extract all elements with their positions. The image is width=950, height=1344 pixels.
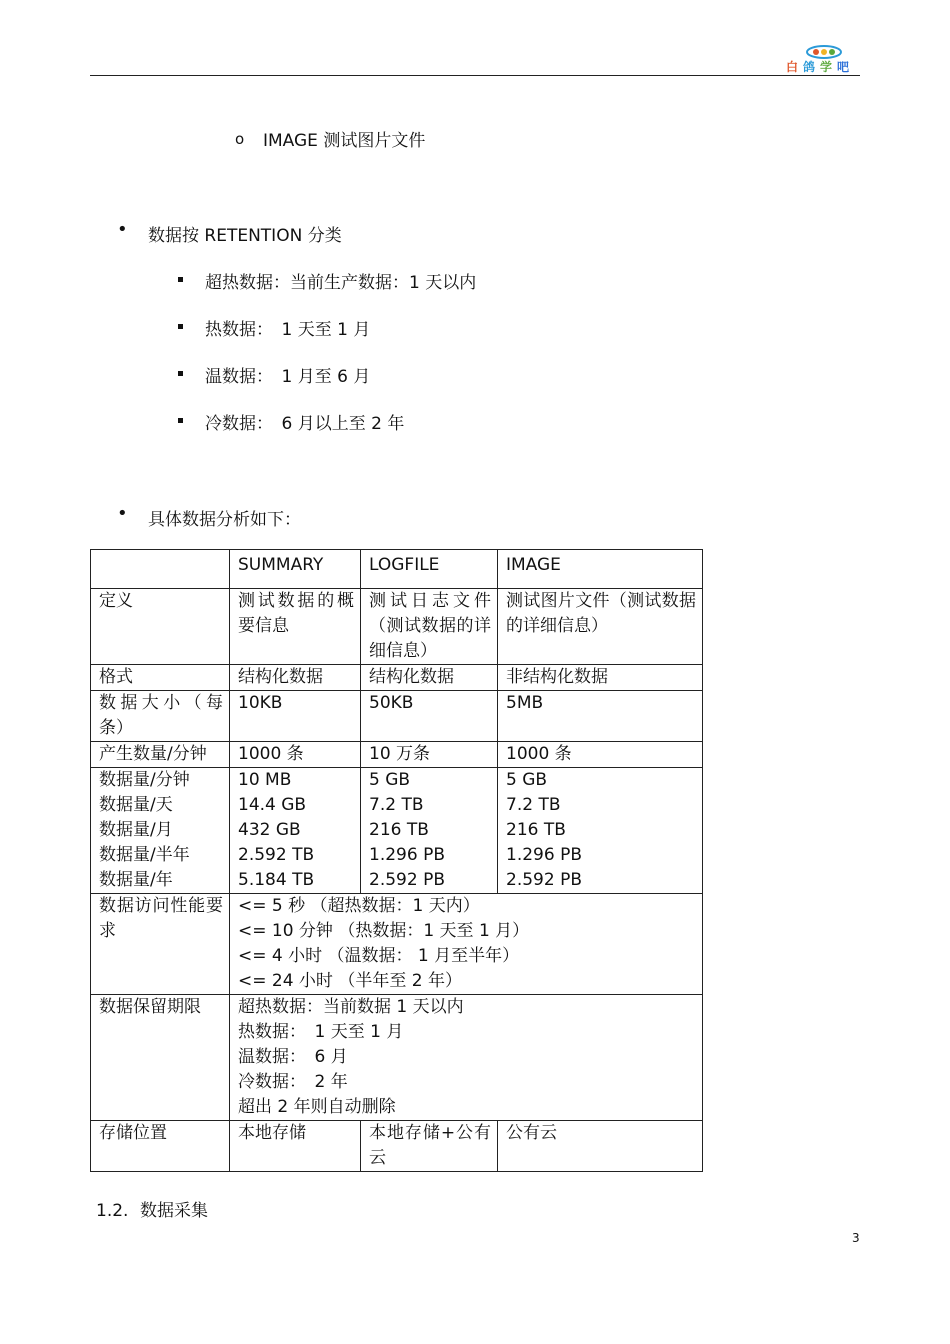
square-bullet-icon [178, 371, 183, 376]
table-row [91, 995, 703, 1121]
logo-char: 吧 [837, 60, 855, 74]
table-row [91, 589, 703, 665]
section-heading [96, 1196, 208, 1221]
section-title: 数据采集 [140, 1201, 208, 1221]
cell-group [361, 768, 498, 894]
data-table [90, 549, 703, 1172]
header-cell-logfile: LOGFILE [361, 550, 498, 589]
row-label: 数据量/天 [99, 795, 173, 815]
cell: 温数据： 6 月 [238, 1047, 348, 1067]
sub-bullet-marker: o [235, 130, 245, 148]
logo [786, 44, 862, 76]
header-cell [91, 550, 230, 589]
cell: <= 24 小时 （半年至 2 年） [238, 971, 462, 991]
sub-bullet-text: IMAGE 测试图片文件 [263, 131, 426, 151]
row-label-group [91, 768, 230, 894]
square-bullet-icon [178, 418, 183, 423]
retention-heading: 数据按 RETENTION 分类 [148, 226, 342, 246]
row-label: 存储位置 [91, 1121, 230, 1172]
table-row [91, 665, 703, 691]
row-label: 数据量/月 [99, 820, 173, 840]
cell: 2.592 PB [369, 870, 445, 890]
cell: 测试数据的概要信息 [230, 589, 361, 665]
retention-item: 热数据： 1 天至 1 月 [205, 320, 371, 340]
cell: 2.592 PB [506, 870, 582, 890]
cell: <= 10 分钟 （热数据：1 天至 1 月） [238, 921, 530, 941]
cell: 超热数据：当前数据 1 天以内 [238, 997, 464, 1017]
cell: 1000 条 [498, 742, 703, 768]
cell: 7.2 TB [506, 795, 561, 815]
square-bullet-icon [178, 277, 183, 282]
bullet-dot-icon: • [117, 503, 128, 524]
row-label: 产生数量/分钟 [91, 742, 230, 768]
cell-group [230, 768, 361, 894]
cell: 公有云 [498, 1121, 703, 1172]
row-label: 定义 [91, 589, 230, 665]
cell: 结构化数据 [361, 665, 498, 691]
cell: 432 GB [238, 820, 301, 840]
analysis-heading: 具体数据分析如下： [148, 510, 301, 530]
cell: 测试日志文件（测试数据的详细信息） [361, 589, 498, 665]
row-label: 数据访问性能要求 [91, 894, 230, 995]
cell: 5 GB [369, 770, 411, 790]
cell: 1000 条 [230, 742, 361, 768]
cell: 5MB [498, 691, 703, 742]
header-cell-summary: SUMMARY [230, 550, 361, 589]
cell: 冷数据： 2 年 [238, 1072, 348, 1092]
table-row [91, 691, 703, 742]
table-row [91, 742, 703, 768]
cell: 1.296 PB [506, 845, 582, 865]
cell: 结构化数据 [230, 665, 361, 691]
cell: 10 MB [238, 770, 292, 790]
section-number: 1.2. [96, 1201, 129, 1221]
cell: 7.2 TB [369, 795, 424, 815]
cell: 50KB [361, 691, 498, 742]
cell: 本地存储+公有云 [361, 1121, 498, 1172]
cell: 超出 2 年则自动删除 [238, 1097, 396, 1117]
row-label: 数据大小（每条） [91, 691, 230, 742]
row-label: 数据量/分钟 [99, 770, 190, 790]
header-divider [90, 75, 860, 76]
cell: 1.296 PB [369, 845, 445, 865]
cell: 测试图片文件（测试数据的详细信息） [498, 589, 703, 665]
cell: <= 5 秒 （超热数据：1 天内） [238, 896, 480, 916]
cell: 5 GB [506, 770, 548, 790]
table-row [91, 1121, 703, 1172]
logo-char: 学 [820, 60, 838, 74]
cell: 5.184 TB [238, 870, 315, 890]
page-number: 3 [852, 1231, 860, 1245]
bullet-dot-icon: • [117, 219, 128, 240]
logo-char: 鸽 [803, 60, 821, 74]
retention-item: 冷数据： 6 月以上至 2 年 [205, 414, 405, 434]
cell: 本地存储 [230, 1121, 361, 1172]
retention-item: 温数据： 1 月至 6 月 [205, 367, 371, 387]
access-requirements [230, 894, 703, 995]
table-header-row [91, 550, 703, 589]
cell: 2.592 TB [238, 845, 315, 865]
cell-group [498, 768, 703, 894]
cell: 216 TB [369, 820, 429, 840]
cell: 10KB [230, 691, 361, 742]
square-bullet-icon [178, 324, 183, 329]
table-row [91, 894, 703, 995]
row-label: 数据量/半年 [99, 845, 190, 865]
cell: 非结构化数据 [498, 665, 703, 691]
row-label: 数据量/年 [99, 870, 173, 890]
cell: <= 4 小时 （温数据： 1 月至半年） [238, 946, 520, 966]
header-cell-image: IMAGE [498, 550, 703, 589]
logo-char: 白 [786, 60, 804, 74]
cell: 10 万条 [361, 742, 498, 768]
cell: 热数据： 1 天至 1 月 [238, 1022, 404, 1042]
cell: 14.4 GB [238, 795, 307, 815]
row-label: 数据保留期限 [91, 995, 230, 1121]
retention-item: 超热数据：当前生产数据：1 天以内 [205, 273, 477, 293]
logo-text [786, 58, 854, 75]
row-label: 格式 [91, 665, 230, 691]
cell: 216 TB [506, 820, 566, 840]
table-row [91, 768, 703, 894]
retention-period [230, 995, 703, 1121]
